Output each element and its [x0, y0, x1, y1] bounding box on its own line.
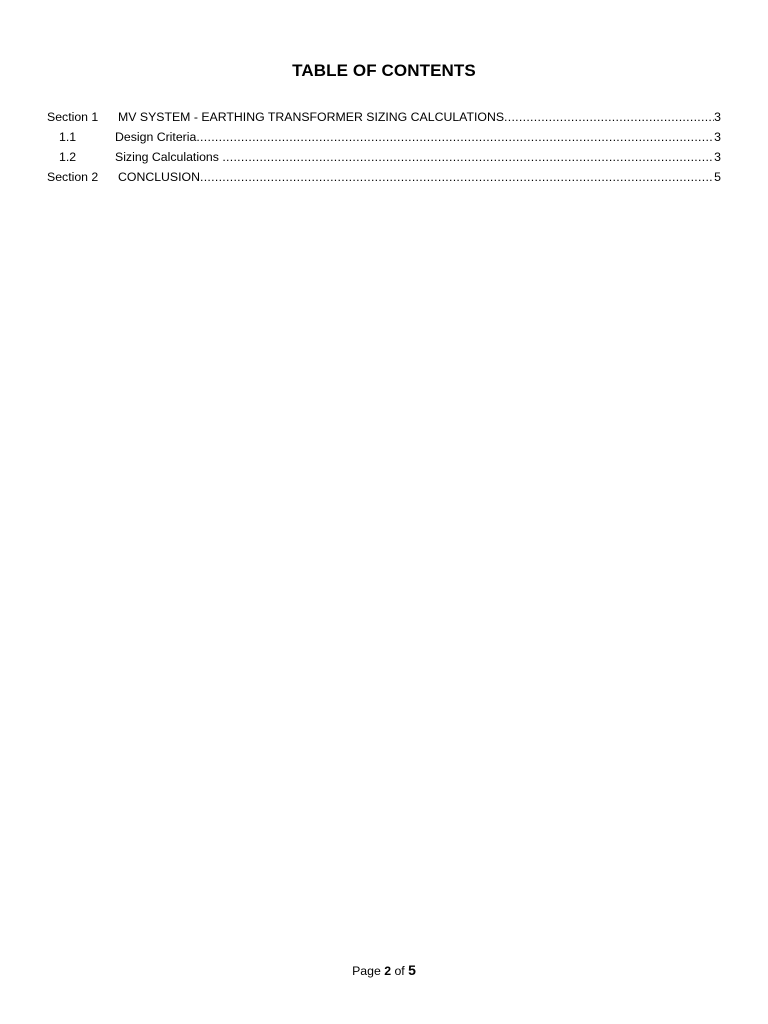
footer-of-text: of: [391, 964, 409, 978]
page-footer: [0, 962, 768, 978]
toc-dot-leader: [200, 167, 714, 187]
footer-current-page: 2: [384, 964, 392, 978]
toc-entry-1-2[interactable]: [47, 147, 721, 167]
toc-entry-section-2[interactable]: [47, 167, 721, 187]
toc-entry-section-1[interactable]: [47, 107, 721, 127]
table-of-contents: [47, 107, 721, 187]
footer-page-prefix: Page: [352, 964, 385, 978]
toc-entry-label: CONCLUSION: [118, 170, 200, 184]
toc-entry-number: 1.1: [59, 130, 77, 144]
toc-entry-page: 3: [714, 150, 721, 164]
toc-entry-label: MV SYSTEM - EARTHING TRANSFORMER SIZING CALCULATIONS: [118, 110, 505, 124]
toc-entry-page: 3: [714, 110, 721, 124]
toc-dot-leader: [222, 147, 714, 167]
footer-total-pages: 5: [408, 962, 416, 978]
toc-dot-leader: [196, 127, 714, 147]
toc-entry-number: 1.2: [59, 150, 77, 164]
page-title: TABLE OF CONTENTS: [292, 61, 476, 80]
toc-dot-leader: [504, 107, 714, 127]
toc-entry-page: 5: [714, 170, 721, 184]
toc-entry-number: Section 2: [47, 170, 99, 184]
toc-entry-1-1[interactable]: [47, 127, 721, 147]
toc-entry-label: Design Criteria: [115, 130, 197, 144]
toc-entry-label: Sizing Calculations: [115, 150, 223, 164]
toc-entry-page: 3: [714, 130, 721, 144]
toc-entry-number: Section 1: [47, 110, 99, 124]
